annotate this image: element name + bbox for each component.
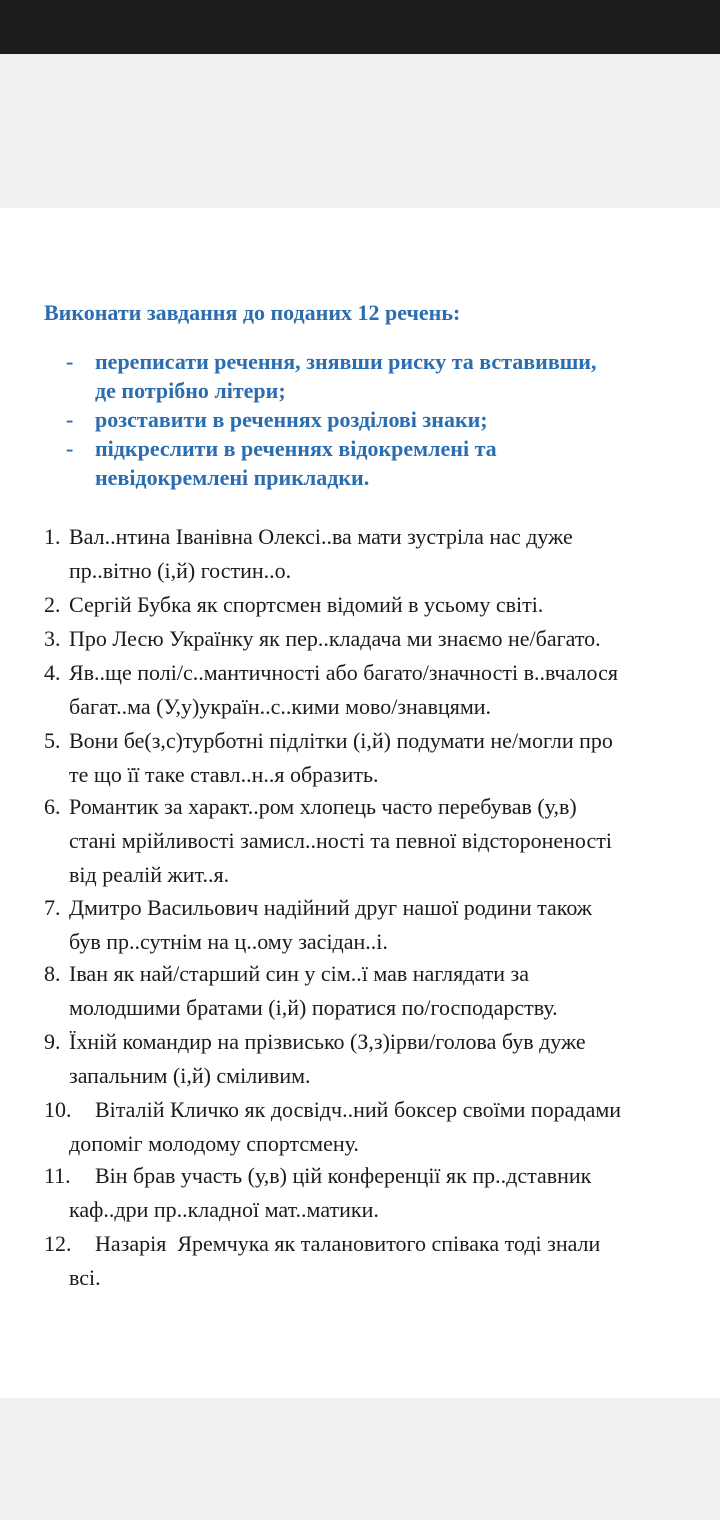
sentence-number: 3. <box>44 626 61 651</box>
sentence-line: запальним (і,й) сміливим. <box>69 1063 311 1088</box>
sentence-line: Вал..нтина Іванівна Олексі..ва мати зустріла нас дуже <box>69 524 573 549</box>
sentence-number: 5. <box>44 728 61 753</box>
task-item <box>66 347 695 405</box>
sentence-item <box>44 656 708 724</box>
sentence-line: допоміг молодому спортсмену. <box>69 1131 359 1156</box>
sentence-line: Іван як най/старший син у сім..ї мав наглядати за <box>69 961 530 986</box>
sentence-number: 4. <box>44 660 61 685</box>
sentence-line: всі. <box>69 1265 101 1290</box>
sentence-line: Яв..ще полі/с..мантичності або багато/значності в..вчалося <box>69 660 618 685</box>
sentence-line: молодшими братами (і,й) поратися по/господарству. <box>69 995 558 1020</box>
task-line: підкреслити в реченнях відокремлені та <box>95 436 497 461</box>
sentence-item <box>44 724 708 792</box>
sentence-line: Він брав участь (у,в) цій конференції як пр..дставник <box>95 1163 592 1188</box>
sentence-number: 8. <box>44 961 61 986</box>
task-line: переписати речення, знявши риску та вставивши, <box>95 349 597 374</box>
sentence-line: пр..вітно (і,й) гостин..о. <box>69 558 292 583</box>
sentence-item <box>44 588 708 622</box>
sentence-item <box>44 1159 708 1227</box>
status-bar <box>0 0 720 54</box>
sentence-number: 12. <box>44 1231 72 1256</box>
sentence-number: 11. <box>44 1163 71 1188</box>
sentence-line: був пр..сутнім на ц..ому засідан..і. <box>69 929 388 954</box>
sentence-line: стані мрійливості замисл..ності та певної відстороненості <box>69 828 612 853</box>
sentence-line: Вони бе(з,с)турботні підлітки (і,й) подумати не/могли про <box>69 728 613 753</box>
task-heading: Виконати завдання до поданих 12 речень: <box>44 300 461 325</box>
sentence-line: Сергій Бубка як спортсмен відомий в усьому світі. <box>69 592 544 617</box>
sentence-line: Дмитро Васильович надійний друг нашої родини також <box>69 895 593 920</box>
task-line: розставити в реченнях розділові знаки; <box>95 407 488 432</box>
sentence-line: Їхній командир на прізвисько (З,з)ірви/голова був дуже <box>69 1029 586 1054</box>
sentence-number: 9. <box>44 1029 61 1054</box>
sentence-item <box>44 1025 708 1093</box>
task-item <box>66 405 695 434</box>
bullet-dash: - <box>66 407 74 432</box>
sentence-item <box>44 520 708 588</box>
bullet-dash: - <box>66 349 74 374</box>
sentence-line: Романтик за характ..ром хлопець часто перебував (у,в) <box>69 794 577 819</box>
task-item <box>66 434 695 492</box>
sentence-item <box>44 891 708 959</box>
sentence-number: 6. <box>44 794 61 819</box>
sentence-number: 7. <box>44 895 61 920</box>
sentence-number: 2. <box>44 592 61 617</box>
sentence-item <box>44 957 708 1025</box>
sentence-item <box>44 622 708 656</box>
task-line: невідокремлені прикладки. <box>95 465 370 490</box>
bullet-dash: - <box>66 436 74 461</box>
sentence-item <box>44 1093 708 1161</box>
sentence-number: 1. <box>44 524 61 549</box>
sentence-line: каф..дри пр..кладної мат..матики. <box>69 1197 379 1222</box>
sentence-item <box>44 1227 708 1295</box>
sentence-number: 10. <box>44 1097 72 1122</box>
sentence-line: Про Лесю Українку як пер..кладача ми знаємо не/багато. <box>69 626 601 651</box>
sentence-line: Віталій Кличко як досвідч..ний боксер своїми порадами <box>95 1097 622 1122</box>
sentence-line: від реалій жит..я. <box>69 862 230 887</box>
sentence-line: те що її таке ставл..н..я образить. <box>69 762 379 787</box>
sentence-line: багат..ма (У,у)україн..с..кими мово/знавцями. <box>69 694 492 719</box>
sentence-line: Назарія Яремчука як талановитого співака тоді знали <box>95 1231 601 1256</box>
task-line: де потрібно літери; <box>95 378 286 403</box>
sentence-item <box>44 790 708 892</box>
